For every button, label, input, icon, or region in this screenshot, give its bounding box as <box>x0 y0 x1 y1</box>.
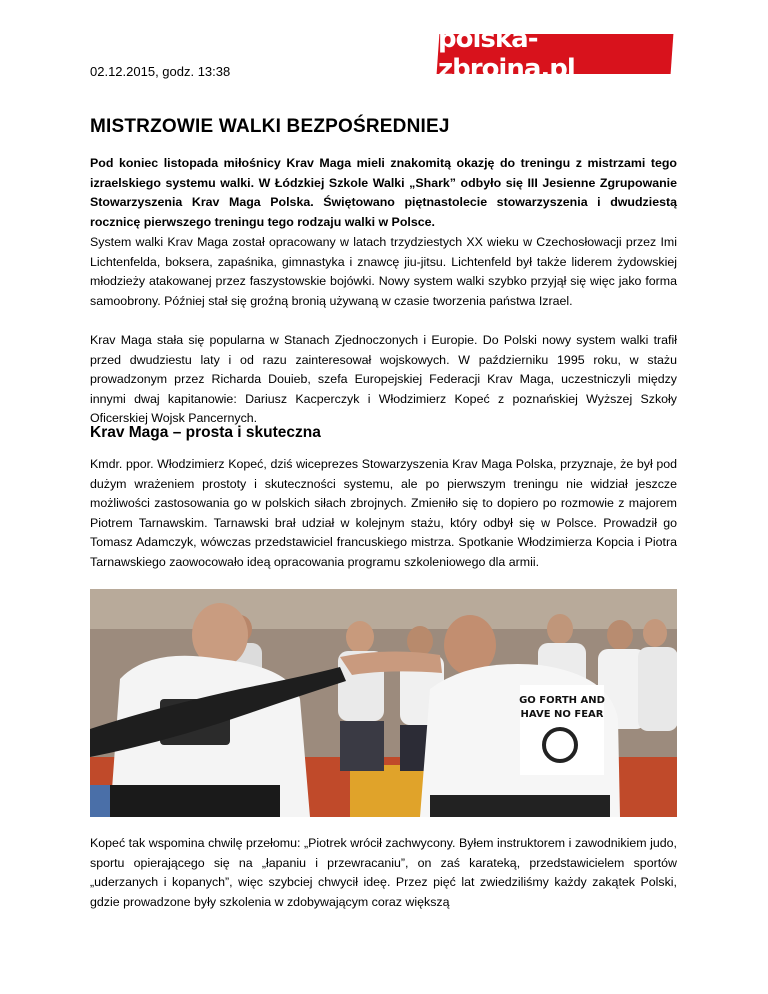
publication-date: 02.12.2015, godz. 13:38 <box>90 64 231 79</box>
site-logo <box>437 24 674 84</box>
article-title: MISTRZOWIE WALKI BEZPOŚREDNIEJ <box>90 116 450 137</box>
shirt-text-line-2: HAVE NO FEAR <box>520 709 604 720</box>
article-paragraph-2: Krav Maga stała się popularna w Stanach Zjednoczonych i Europie. Do Polski nowy system walki trafił przed dwudziestu laty i od razu zainteresował wojskowych. W październiku 1995 roku, w stażu prowadzonym przez Richarda Douieb, szefa Europejskiej Federacji Krav Maga, uczestniczyli między innymi dwaj kapitanowie: Dariusz Kacperczyk i Włodzimierz Kopeć z poznańskiej Wyższej Szkoły Oficerskiej Wojsk Pancernych. <box>90 333 677 426</box>
shirt-text-line-1: GO FORTH AND <box>519 695 605 706</box>
photo-illustration <box>90 589 677 817</box>
article-subheading: Krav Maga – prosta i skuteczna <box>90 424 321 441</box>
article-photo <box>90 589 677 817</box>
article-paragraph-1: System walki Krav Maga został opracowany w latach trzydziestych XX wieku w Czechosłowacji przez Imi Lichtenfelda, boksera, zapaśnika, gimnastyka i znawcę jiu-jitsu. Lichtenfeld był także liderem żydowskiej młodzieży atakowanej przez faszystowskie bojówki. Nowy system walki szybko przyjął się więc jako forma samoobrony. Później stał się groźną bronią używaną w czasie tworzenia państwa Izrael. <box>90 235 677 308</box>
photo-wall-upper <box>90 589 677 629</box>
site-logo-text: polska-zbrojna.pl <box>438 24 575 84</box>
article-paragraph-3: Kmdr. ppor. Włodzimierz Kopeć, dziś wiceprezes Stowarzyszenia Krav Maga Polska, przyznaje, że był pod dużym wrażeniem prostoty i skuteczności systemu, ale po pierwszym treningu nie widział jeszcze możliwości zastosowania go w polskich siłach zbrojnych. Zmieniło się to dopiero po rozmowie z majorem Piotrem Tarnawskim. Tarnawski brał udział w kolejnym stażu, który odbył się w Polsce. Prowadził go Tomasz Adamczyk, wówczas przedstawiciel francuskiego mistrza. Spotkanie Włodzimierza Kopcia i Piotra Tarnawskiego zaowocowało ideą opracowania programu szkoleniowego dla armii. <box>90 457 677 569</box>
article-paragraph-4: Kopeć tak wspomina chwilę przełomu: „Piotrek wrócił zachwycony. Byłem instruktorem i zawodnikiem judo, sportu opierającego się na „łapaniu i przewracaniu”, on zaś karateką, przedstawicielem sportów „uderzanych i kopanych”, więc szybciej chwycił ideę. Przez pięć lat zwiedziliśmy każdy zakątek Polski, gdzie prowadzone były szkolenia w zdobywającym coraz większą <box>90 836 677 909</box>
article-lead: Pod koniec listopada miłośnicy Krav Maga mieli znakomitą okazję do treningu z mistrzami tego izraelskiego systemu walki. W Łódzkiej Szkole Walki „Shark” odbyło się III Jesienne Zgrupowanie Stowarzyszenia Krav Maga Polska. Świętowano piętnastolecie stowarzyszenia i dwudziestą rocznicę pierwszego treningu tego rodzaju walki w Polsce. <box>90 156 677 229</box>
